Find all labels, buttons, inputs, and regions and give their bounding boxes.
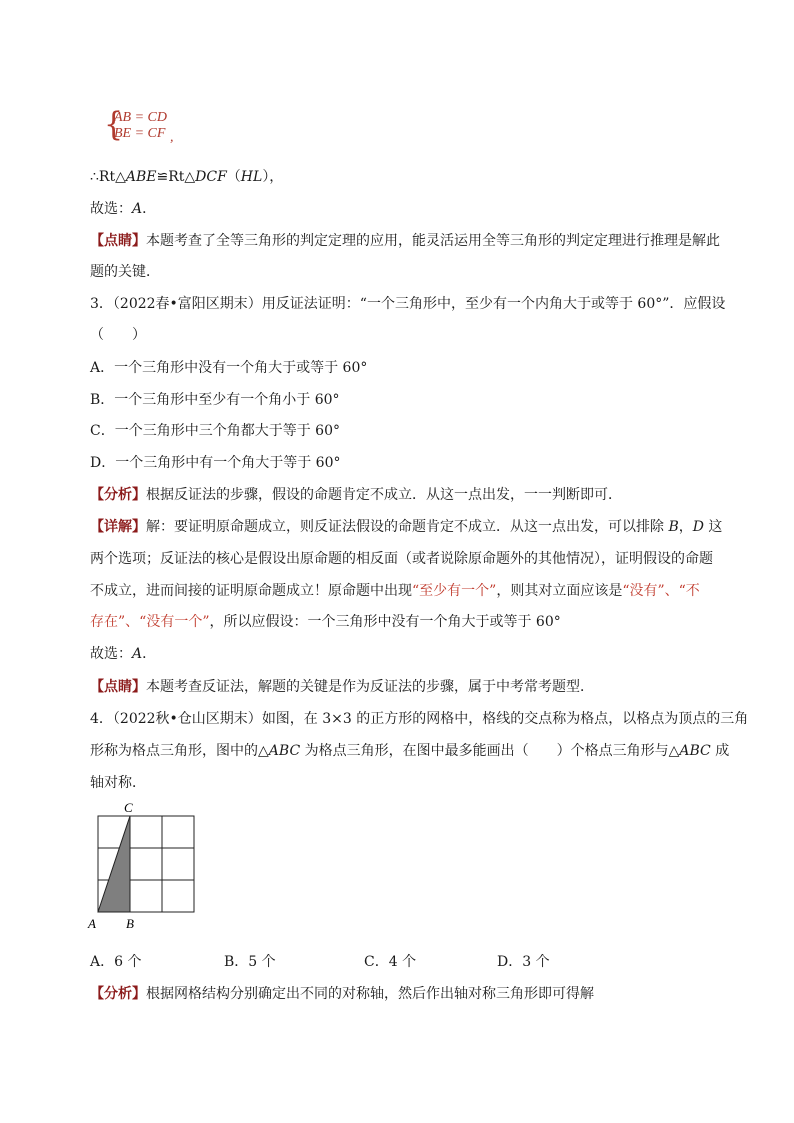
therefore-symbol: ∴Rt△ <box>90 169 126 185</box>
triangle-abc: ABC <box>268 743 301 759</box>
paren-close: ）， <box>262 169 284 185</box>
answer-suffix: ． <box>142 646 157 662</box>
detail-text: 解：要证明原命题成立，则反证法假设的命题肯定不成立．从这一点出发，可以排除 <box>146 519 669 535</box>
grid-figure <box>86 798 206 934</box>
comment-tag: 【点睛】 <box>90 233 146 249</box>
q3-analysis <box>90 484 622 504</box>
q3-option-d: D．一个三角形中有一个角大于等于 60° <box>90 455 341 471</box>
question-number: 3． <box>90 296 113 312</box>
triangle-abc-shape <box>98 816 130 912</box>
answer-letter: A <box>132 201 143 217</box>
question-text: 如图，在 3×3 的正方形的网格中，格线的交点称为格点，以格点为顶点的三角 <box>261 711 749 727</box>
analysis-text: 根据反证法的步骤，假设的命题肯定不成立．从这一点出发，一一判断即可． <box>146 487 622 503</box>
answer-letter: A <box>132 646 143 662</box>
highlight-quote: “没有”、“不 <box>622 583 700 599</box>
question-4-stem-line3: 轴对称． <box>90 775 146 791</box>
question-text: 成 <box>710 743 730 759</box>
answer-suffix: ． <box>142 201 157 217</box>
q3-detail-line1 <box>90 516 722 536</box>
q3-answer <box>90 643 156 663</box>
option-letter-d: D <box>692 519 704 535</box>
vertex-label-a: A <box>88 916 96 931</box>
congruence-conclusion <box>90 166 283 186</box>
question-4-stem <box>90 708 748 728</box>
q4-option-b: B．5 个 <box>224 954 276 970</box>
q2-comment <box>90 230 720 250</box>
answer-prefix: 故选： <box>90 201 132 217</box>
vertex-label-b: B <box>126 916 134 931</box>
question-text: 为格点三角形，在图中最多能画出（ ）个格点三角形与△ <box>300 743 680 759</box>
comment-text: 本题考查了全等三角形的判定定理的应用，能灵活运用全等三角形的判定定理进行推理是解此 <box>146 233 720 249</box>
q3-detail-line4 <box>90 611 561 631</box>
highlight-quote: “至少有一个” <box>412 583 497 599</box>
answer-prefix: 故选： <box>90 646 132 662</box>
q3-detail-line3 <box>90 580 700 600</box>
question-3-stem <box>90 293 725 313</box>
comment-text: 本题考查反证法，解题的关键是作为反证法的步骤，属于中考常考题型． <box>146 679 594 695</box>
q4-option-a: A．6 个 <box>90 954 142 970</box>
detail-text: ，则其对立面应该是 <box>496 583 623 599</box>
q3-option-b: B．一个三角形中至少有一个角小于 60° <box>90 392 340 408</box>
question-text: 形称为格点三角形，图中的△ <box>90 743 269 759</box>
detail-text: ，所以应假设：一个三角形中没有一个角大于或等于 60° <box>209 614 561 630</box>
question-number: 4． <box>90 711 113 727</box>
triangle-abe: ABE <box>125 169 157 185</box>
question-3-blank: （ ） <box>90 327 146 343</box>
question-source: （2022秋•仓山区期末） <box>112 711 262 727</box>
q3-option-c: C．一个三角形中三个角都大于等于 60° <box>90 423 340 439</box>
triangle-abc: ABC <box>679 743 711 759</box>
q2-answer <box>90 198 156 218</box>
equation-ab-cd: AB = CD <box>114 110 167 125</box>
question-source: （2022春•富阳区期末） <box>112 296 262 312</box>
equation-be-cf: BE = CF <box>114 126 166 141</box>
q4-option-d: D．3 个 <box>497 954 550 970</box>
hl-theorem: HL <box>240 169 263 185</box>
paren-open: （ <box>226 169 241 185</box>
q2-comment-line2: 题的关键． <box>90 264 160 280</box>
detail-comma: ， <box>678 519 693 535</box>
q4-option-c: C．4 个 <box>364 954 417 970</box>
analysis-text: 根据网格结构分别确定出不同的对称轴，然后作出轴对称三角形即可得解 <box>146 986 594 1002</box>
analysis-tag: 【分析】 <box>90 986 146 1002</box>
comment-tag: 【点睛】 <box>90 679 146 695</box>
question-text: 用反证法证明：“一个三角形中，至少有一个内角大于或等于 60°”．应假设 <box>261 296 726 312</box>
equation-comma: , <box>170 130 174 145</box>
detail-text: 不成立，进而间接的证明原命题成立！原命题中出现 <box>90 583 412 599</box>
highlight-quote: 存在”、“没有一个” <box>90 614 210 630</box>
q4-analysis <box>90 983 594 1003</box>
detail-text-end: 这 <box>703 519 723 535</box>
q3-comment <box>90 676 594 696</box>
vertex-label-c: C <box>124 800 133 815</box>
q3-detail-line2: 两个选项；反证法的核心是假设出原命题的相反面（或者说除原命题外的其他情况），证明假设的命题 <box>90 551 713 567</box>
system-brace: { <box>104 105 124 144</box>
analysis-tag: 【分析】 <box>90 487 146 503</box>
q3-option-a: A．一个三角形中没有一个角大于或等于 60° <box>90 360 368 376</box>
congruent-symbol: ≌Rt△ <box>156 169 196 185</box>
option-letter-b: B <box>668 519 679 535</box>
question-4-stem-line2 <box>90 740 729 760</box>
triangle-dcf: DCF <box>195 169 227 185</box>
detail-tag: 【详解】 <box>90 519 146 535</box>
